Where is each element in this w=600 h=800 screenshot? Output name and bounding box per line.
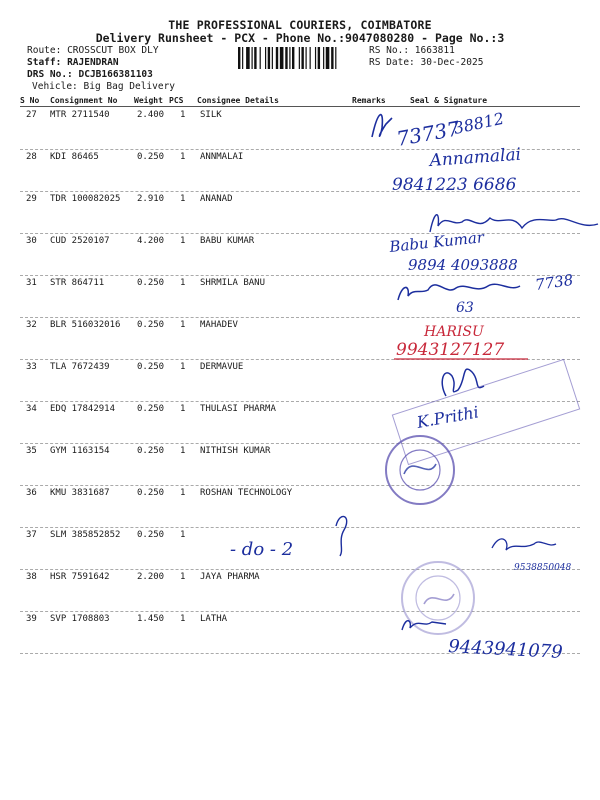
route-value: CROSSCUT BOX DLY: [67, 45, 159, 56]
drs-line: [27, 69, 153, 80]
col-header-seal: Seal & Signature: [410, 96, 488, 105]
row-divider: [20, 485, 580, 486]
row-divider: [20, 149, 580, 150]
cell-pcs: 1: [180, 572, 186, 582]
cell-consignment: EDQ 17842914: [50, 404, 116, 414]
table-row: [0, 446, 600, 488]
cell-consignment: GYM 1163154: [50, 446, 110, 456]
drs-label: DRS No.:: [27, 69, 73, 80]
table-row: [0, 320, 600, 362]
cell-consignee: SILK: [200, 110, 222, 120]
cell-consignee: JAYA PHARMA: [200, 572, 260, 582]
row-divider: [20, 443, 580, 444]
staff-line: [27, 57, 119, 68]
handwritten-ditto-row-37: - do - 2: [230, 539, 294, 560]
cell-weight: 0.250: [137, 488, 165, 498]
rs-date-line: [369, 57, 483, 68]
rs-date-label: RS Date:: [369, 57, 415, 68]
row-divider: [20, 569, 580, 570]
cell-consignment: BLR 516032016: [50, 320, 121, 330]
col-header-remarks: Remarks: [352, 96, 386, 105]
rs-date-value: 30-Dec-2025: [420, 57, 484, 68]
cell-sno: 32: [26, 320, 37, 330]
cell-consignment: MTR 2711540: [50, 110, 110, 120]
row-divider: [20, 317, 580, 318]
rs-no-value: 1663811: [414, 45, 455, 56]
handwritten-phone-row-28: 9841223 6686: [392, 175, 517, 195]
table-row: [0, 152, 600, 194]
col-header-consignment: Consignment No: [50, 96, 118, 105]
staff-label: Staff:: [27, 57, 62, 68]
table-row: [0, 194, 600, 236]
cell-consignee: ROSHAN TECHNOLOGY: [200, 488, 293, 498]
handwritten-extra2-row-31: 7738: [534, 270, 575, 294]
handwritten-number-row-27: 73737: [394, 116, 462, 151]
rs-no-line: [369, 45, 455, 56]
cell-consignment: TLA 7672439: [50, 362, 110, 372]
cell-sno: 27: [26, 110, 37, 120]
cell-consignment: HSR 7591642: [50, 572, 110, 582]
cell-consignee: LATHA: [200, 614, 228, 624]
cell-pcs: 1: [180, 194, 186, 204]
drs-value: DCJB166381103: [78, 69, 153, 80]
cell-pcs: 1: [180, 110, 186, 120]
handwritten-name-row-30: Babu Kumar: [388, 228, 485, 256]
cell-sno: 28: [26, 152, 37, 162]
document-subtitle: Delivery Runsheet - PCX - Phone No.:9047080280 - Page No.:3: [95, 31, 505, 45]
cell-weight: 4.200: [137, 236, 165, 246]
cell-weight: 2.910: [137, 194, 165, 204]
cell-consignee: MAHADEV: [200, 320, 238, 330]
handwritten-name-row-28: Annamalai: [428, 144, 522, 171]
col-header-consignee: Consignee Details: [197, 96, 279, 105]
table-row: [0, 404, 600, 446]
row-divider: [20, 275, 580, 276]
cell-weight: 1.450: [137, 614, 165, 624]
cell-pcs: 1: [180, 320, 186, 330]
cell-sno: 30: [26, 236, 37, 246]
cell-sno: 39: [26, 614, 37, 624]
table-row: [0, 362, 600, 404]
route-line: [27, 45, 159, 56]
table-row: [0, 278, 600, 320]
cell-weight: 2.200: [137, 572, 165, 582]
cell-consignment: STR 864711: [50, 278, 105, 288]
cell-consignment: TDR 100082025: [50, 194, 121, 204]
table-row: [0, 110, 600, 152]
cell-sno: 34: [26, 404, 37, 414]
staff-value: RAJENDRAN: [67, 57, 119, 68]
cell-sno: 35: [26, 446, 37, 456]
cell-pcs: 1: [180, 614, 186, 624]
table-row: [0, 488, 600, 530]
handwritten-name-row-32: HARISU: [424, 324, 484, 340]
handwritten-phone-row-38: 9538850048: [514, 563, 572, 573]
cell-pcs: 1: [180, 488, 186, 498]
cell-consignee: NITHISH KUMAR: [200, 446, 271, 456]
cell-sno: 36: [26, 488, 37, 498]
cell-pcs: 1: [180, 404, 186, 414]
cell-pcs: 1: [180, 446, 186, 456]
rs-no-label: RS No.:: [369, 45, 410, 56]
table-row: [0, 614, 600, 656]
cell-sno: 31: [26, 278, 37, 288]
cell-consignee: THULASI PHARMA: [200, 404, 276, 414]
cell-pcs: 1: [180, 278, 186, 288]
cell-sno: 29: [26, 194, 37, 204]
handwritten-phone-row-30: 9894 4093888: [408, 256, 518, 274]
cell-pcs: 1: [180, 236, 186, 246]
cell-sno: 37: [26, 530, 37, 540]
cell-consignee: SHRMILA BANU: [200, 278, 266, 288]
vehicle-line: [32, 81, 175, 92]
table-row: [0, 572, 600, 614]
cell-consignee: ANNMALAI: [200, 152, 244, 162]
cell-consignment: KDI 86465: [50, 152, 99, 162]
cell-consignee: DERMAVUE: [200, 362, 244, 372]
cell-weight: 0.250: [137, 362, 165, 372]
cell-consignment: SLM 385852852: [50, 530, 121, 540]
row-divider: [20, 401, 580, 402]
cell-weight: 0.250: [137, 404, 165, 414]
col-header-weight: Weight: [134, 96, 163, 105]
cell-weight: 0.250: [137, 320, 165, 330]
cell-consignment: CUD 2520107: [50, 236, 110, 246]
cell-consignee: BABU KUMAR: [200, 236, 255, 246]
col-header-sno: S No: [20, 96, 40, 105]
row-divider: [20, 233, 580, 234]
cell-sno: 38: [26, 572, 37, 582]
table-row: [0, 530, 600, 572]
document-title: THE PROFESSIONAL COURIERS, COIMBATORE: [168, 18, 432, 32]
cell-consignment: SVP 1708803: [50, 614, 110, 624]
row-divider: [20, 191, 580, 192]
cell-weight: 0.250: [137, 152, 165, 162]
cell-consignee: ANANAD: [200, 194, 233, 204]
row-divider: [20, 653, 580, 654]
handwritten-name-row-34: K.Prithi: [415, 402, 481, 432]
row-divider: [20, 611, 580, 612]
cell-weight: 0.250: [137, 278, 165, 288]
table-row: [0, 236, 600, 278]
cell-pcs: 1: [180, 152, 186, 162]
barcode-image: [238, 47, 366, 69]
route-label: Route:: [27, 45, 62, 56]
cell-sno: 33: [26, 362, 37, 372]
row-divider: [20, 359, 580, 360]
cell-pcs: 1: [180, 530, 186, 540]
handwritten-phone-row-39: 9443941079: [447, 636, 564, 663]
handwritten-extra-row-27: 38812: [451, 108, 506, 138]
row-divider: [20, 527, 580, 528]
cell-pcs: 1: [180, 362, 186, 372]
handwritten-phone-row-32: 9943127127: [396, 340, 505, 360]
vehicle-label: Vehicle:: [32, 81, 78, 92]
handwritten-extra-row-31: 63: [456, 300, 474, 316]
cell-weight: 2.400: [137, 110, 165, 120]
col-header-pcs: PCS: [169, 96, 184, 105]
header-rule: [20, 106, 580, 107]
cell-weight: 0.250: [137, 446, 165, 456]
cell-weight: 0.250: [137, 530, 165, 540]
vehicle-value: Big Bag Delivery: [83, 81, 176, 92]
cell-consignment: KMU 3831687: [50, 488, 110, 498]
